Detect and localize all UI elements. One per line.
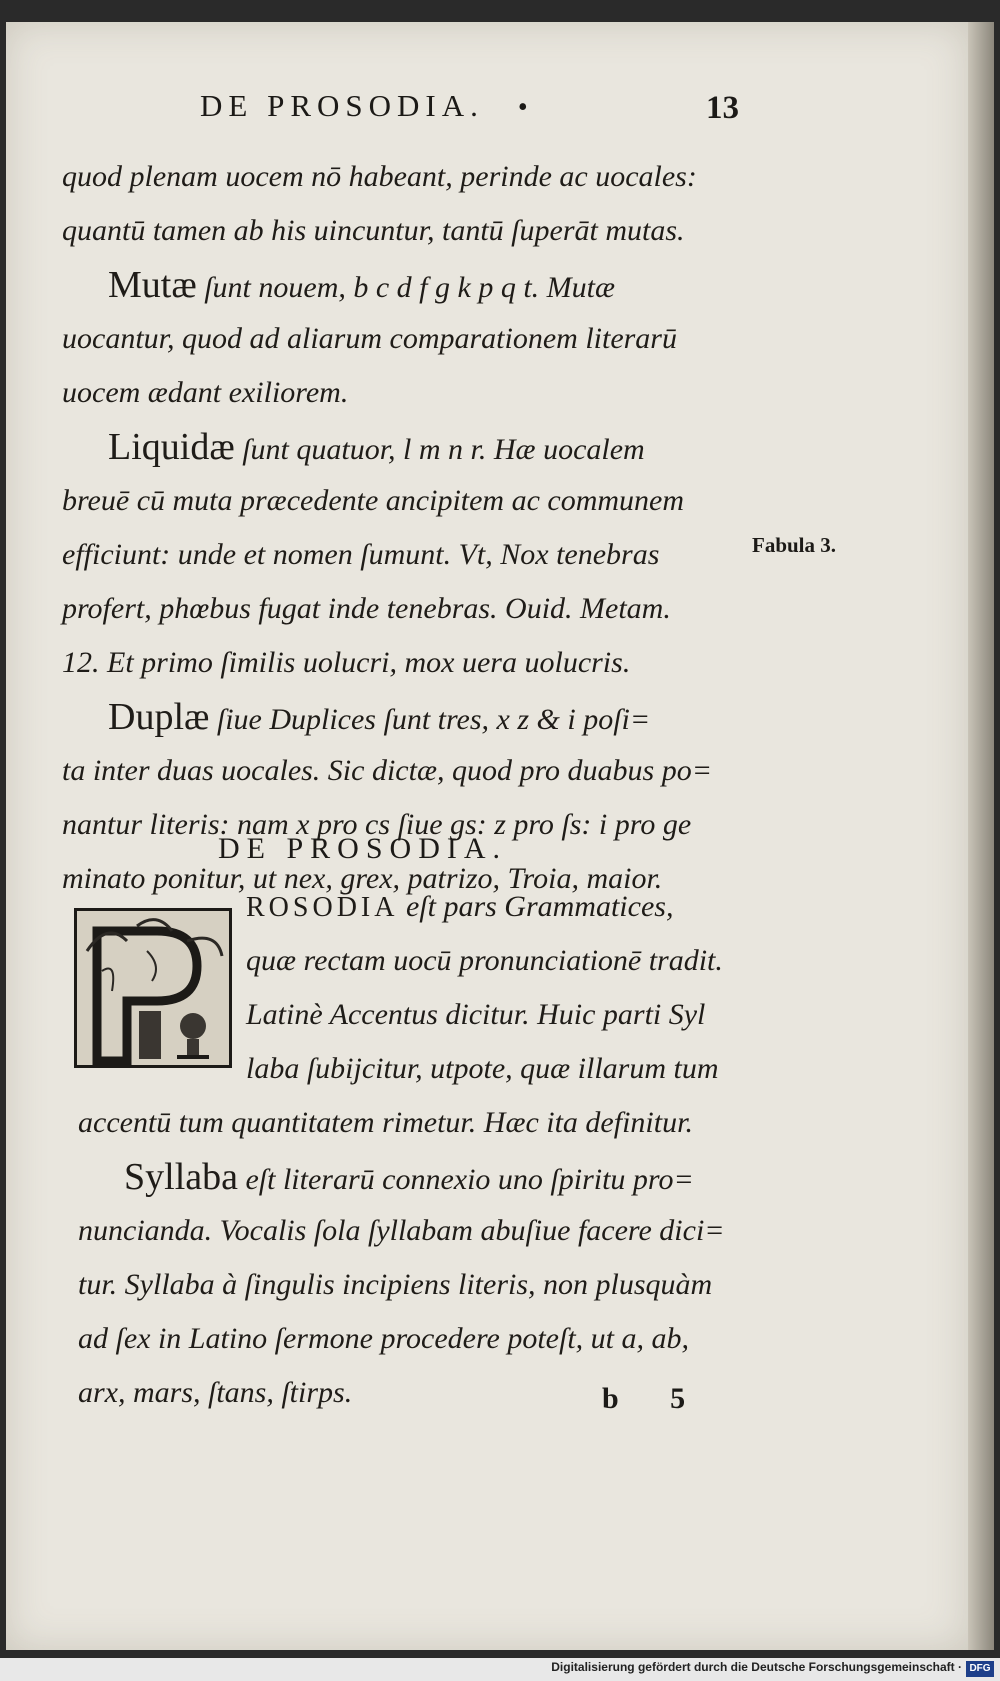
text-line: profert, phœbus fugat inde tenebras. Ouid. Metam. [62, 592, 671, 625]
text-line: breuē cū muta præcedente ancipitem ac communem [62, 484, 685, 517]
text-line-rest: ſunt quatuor, l m n r. Hæ uocalem [234, 433, 645, 466]
running-head-mark: • [517, 92, 534, 123]
paragraph-lead-word: Mutæ [108, 264, 197, 306]
paragraph-lead-word: Duplæ [108, 696, 210, 738]
text-line [78, 880, 778, 934]
text-line: laba ſubijcitur, utpote, quæ illarum tum [246, 1052, 719, 1085]
text-line-rest: ſunt nouem, b c d f g k p q t. Mutæ [196, 271, 615, 304]
text-line [62, 420, 782, 474]
text-line-rest: eſt pars Grammatices, [398, 890, 674, 923]
page-number: 13 [706, 90, 739, 126]
text-line: Latinè Accentus dicitur. Huic parti Syl [246, 998, 706, 1031]
text-line: arx, mars, ſtans, ſtirps. [78, 1376, 353, 1409]
section-heading: DE PROSODIA. [218, 832, 508, 865]
text-line: nantur literis: nam x pro cs ſiue gs: z pro ſs: i pro ge [62, 808, 692, 841]
text-line: accentū tum quantitatem rimetur. Hæc ita definitur. [78, 1106, 693, 1139]
paragraph-lead-word: Syllaba [124, 1156, 238, 1198]
text-line: uocantur, quod ad aliarum comparationem literarū [62, 322, 677, 355]
text-line: efficiunt: unde et nomen ſumunt. Vt, Nox tenebras [62, 538, 660, 571]
main-text [62, 150, 782, 906]
text-line-rest: ſiue Duplices ſunt tres, x z & i poſi= [209, 703, 651, 736]
text-line [78, 1150, 778, 1204]
signature-mark: b 5 [602, 1382, 708, 1415]
text-line: minato ponitur, ut nex, grex, patrizo, Troia, maior. [62, 862, 663, 895]
text-line: quod plenam uocem nō habeant, perinde ac uocales: [62, 160, 697, 193]
text-line: 12. Et primo ſimilis uolucri, mox uera uolucris. [62, 646, 631, 679]
running-head [200, 88, 760, 124]
prosodia-section [78, 880, 778, 1420]
text-line: ad ſex in Latino ſermone procedere poteſt, ut a, ab, [78, 1322, 690, 1355]
text-line: quantū tamen ab his uincuntur, tantū ſuperāt mutas. [62, 214, 685, 247]
text-line: quæ rectam uocū pronunciationē tradit. [246, 944, 723, 977]
text-line-rest: eſt literarū connexio uno ſpiritu pro= [237, 1163, 694, 1196]
margin-note: Fabula 3. [752, 533, 837, 557]
book-page-edge [968, 22, 994, 1650]
text-line: nuncianda. Vocalis ſola ſyllabam abuſiue facere dici= [78, 1214, 725, 1247]
running-head-title: DE PROSODIA. [200, 88, 484, 123]
paragraph-lead-word: Liquidæ [108, 426, 235, 468]
text-line [62, 690, 782, 744]
text-line: tur. Syllaba à ſingulis incipiens literis, non plusquàm [78, 1268, 713, 1301]
footer-credit: Digitalisierung gefördert durch die Deutsche Forschungsgemeinschaft · [551, 1660, 962, 1674]
section-first-word: ROSODIA [246, 892, 399, 923]
text-line: uocem ædant exiliorem. [62, 376, 349, 409]
footer-bar [0, 1658, 1000, 1681]
text-line [62, 258, 782, 312]
text-line: ta inter duas uocales. Sic dictæ, quod pro duabus po= [62, 754, 712, 787]
dfg-logo[interactable]: DFG [966, 1661, 994, 1677]
